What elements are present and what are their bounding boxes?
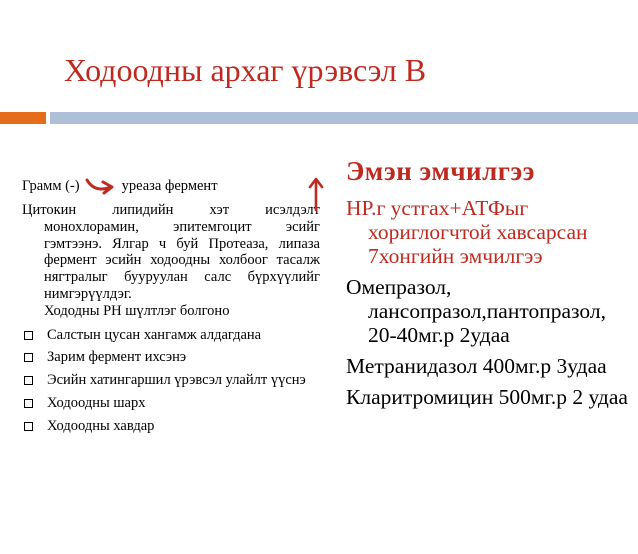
right-column bbox=[346, 196, 630, 416]
list-item bbox=[22, 418, 320, 435]
left-column bbox=[22, 176, 320, 441]
list-item bbox=[22, 327, 320, 344]
square-bullet-icon bbox=[24, 376, 33, 385]
treatment-item: HP.г устгах+АТФыг хориглогчтой хавсарсан 7хонгийн эмчилгээ bbox=[346, 196, 588, 268]
accent-bar-blue bbox=[50, 112, 638, 124]
list-item bbox=[22, 372, 320, 389]
ph-line: Хододны PH шүлтлэг болгоно bbox=[44, 302, 230, 319]
treatment-item: Метранидазол 400мг.р 3удаа bbox=[346, 354, 607, 378]
consequence-list bbox=[22, 327, 320, 435]
list-item-text: Ходоодны шарх bbox=[47, 394, 146, 411]
accent-bar-orange bbox=[0, 112, 46, 124]
slide-title: Ходоодны архаг үрэвсэл В bbox=[64, 52, 427, 88]
list-item bbox=[22, 395, 320, 412]
mechanism-paragraph: Цитокин липидийн хэт исэлдэлт монохлорамин, эпитемгоцит эсийг гэмтээнэ. Ялгар ч буй Протеаза, липаза фермент эсийн ходоодны холбоог тасалж нягтралыг бууруулан салс бүрхүүлийг нимгэрүүлдэг. bbox=[22, 202, 320, 302]
square-bullet-icon bbox=[24, 422, 33, 431]
treatment-heading: Эмэн эмчилгээ bbox=[346, 156, 535, 186]
gram-suffix: уреаза фермент bbox=[121, 177, 218, 194]
list-item-text: Салстын цусан хангамж алдагдана bbox=[47, 326, 262, 343]
square-bullet-icon bbox=[24, 353, 33, 362]
treatment-item: Кларитромицин 500мг.р 2 удаа bbox=[346, 385, 628, 409]
gram-prefix: Грамм (-) bbox=[22, 177, 80, 194]
arrow-up-icon bbox=[308, 176, 324, 212]
list-item-text: Ходоодны хавдар bbox=[47, 417, 155, 434]
list-item-text: Эсийн хатингаршил үрэвсэл улайлт үүснэ bbox=[47, 372, 306, 389]
list-item bbox=[22, 349, 320, 366]
square-bullet-icon bbox=[24, 399, 33, 408]
list-item-text: Зарим фермент ихсэнэ bbox=[47, 349, 187, 366]
square-bullet-icon bbox=[24, 331, 33, 340]
arrow-right-icon bbox=[84, 176, 118, 196]
treatment-item: Омепразол, лансопразол,пантопразол, 20-40мг.р 2удаа bbox=[346, 275, 606, 347]
gram-line bbox=[22, 176, 320, 196]
